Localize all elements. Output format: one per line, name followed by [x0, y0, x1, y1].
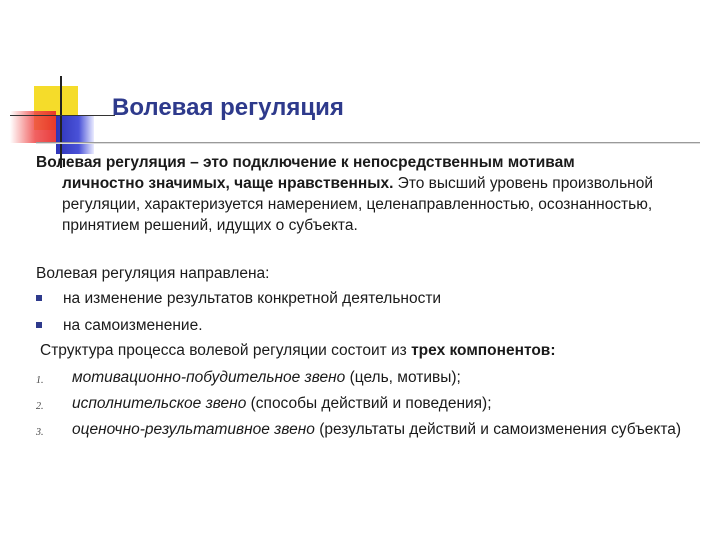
structure-bold-text: трех компонентов:: [411, 342, 556, 359]
structure-sentence: [40, 340, 556, 361]
item-normal-text: (цель, мотивы);: [345, 369, 461, 386]
item-text: [72, 393, 700, 414]
title-underline-shadow: [36, 143, 700, 144]
item-normal-text: (способы действий и поведения);: [246, 395, 492, 412]
definition-normal-text: Это высший уровень произвольной регуляции, характеризуется намерением, целенаправленностью, осознанностью, принятием решений, идущих о субъекта.: [62, 175, 653, 234]
item-italic-text: мотивационно-побудительное звено: [72, 369, 346, 386]
definition-paragraph: [36, 152, 700, 236]
square-bullet-icon: [36, 322, 42, 328]
definition-bold-line2: личностно значимых, чаще нравственных.: [62, 175, 394, 192]
definition-bold-line1: Волевая регуляция – это подключение к непосредственным мотивам: [36, 154, 575, 171]
decor-horizontal-line: [10, 115, 115, 116]
item-number: 3.: [36, 427, 44, 438]
numbered-item: [36, 393, 700, 414]
item-normal-text: (результаты действий и самоизменения субъекта): [314, 421, 682, 438]
item-text: [72, 419, 700, 440]
list-item-text: на изменение результатов конкретной деятельности: [63, 290, 442, 307]
item-number: 1.: [36, 375, 44, 386]
item-italic-text: оценочно-результативное звено: [72, 421, 315, 438]
numbered-item: [36, 367, 700, 388]
list-item-text: на самоизменение.: [63, 317, 203, 334]
item-number: 2.: [36, 401, 44, 412]
numbered-item: [36, 419, 700, 440]
square-bullet-icon: [36, 295, 42, 301]
structure-normal-text: Структура процесса волевой регуляции состоит из: [40, 342, 412, 359]
item-italic-text: исполнительское звено: [72, 395, 247, 412]
definition-continuation: [36, 173, 700, 236]
direction-intro: Волевая регуляция направлена:: [36, 265, 270, 282]
item-text: [72, 367, 700, 388]
slide-title: Волевая регуляция: [112, 94, 344, 121]
